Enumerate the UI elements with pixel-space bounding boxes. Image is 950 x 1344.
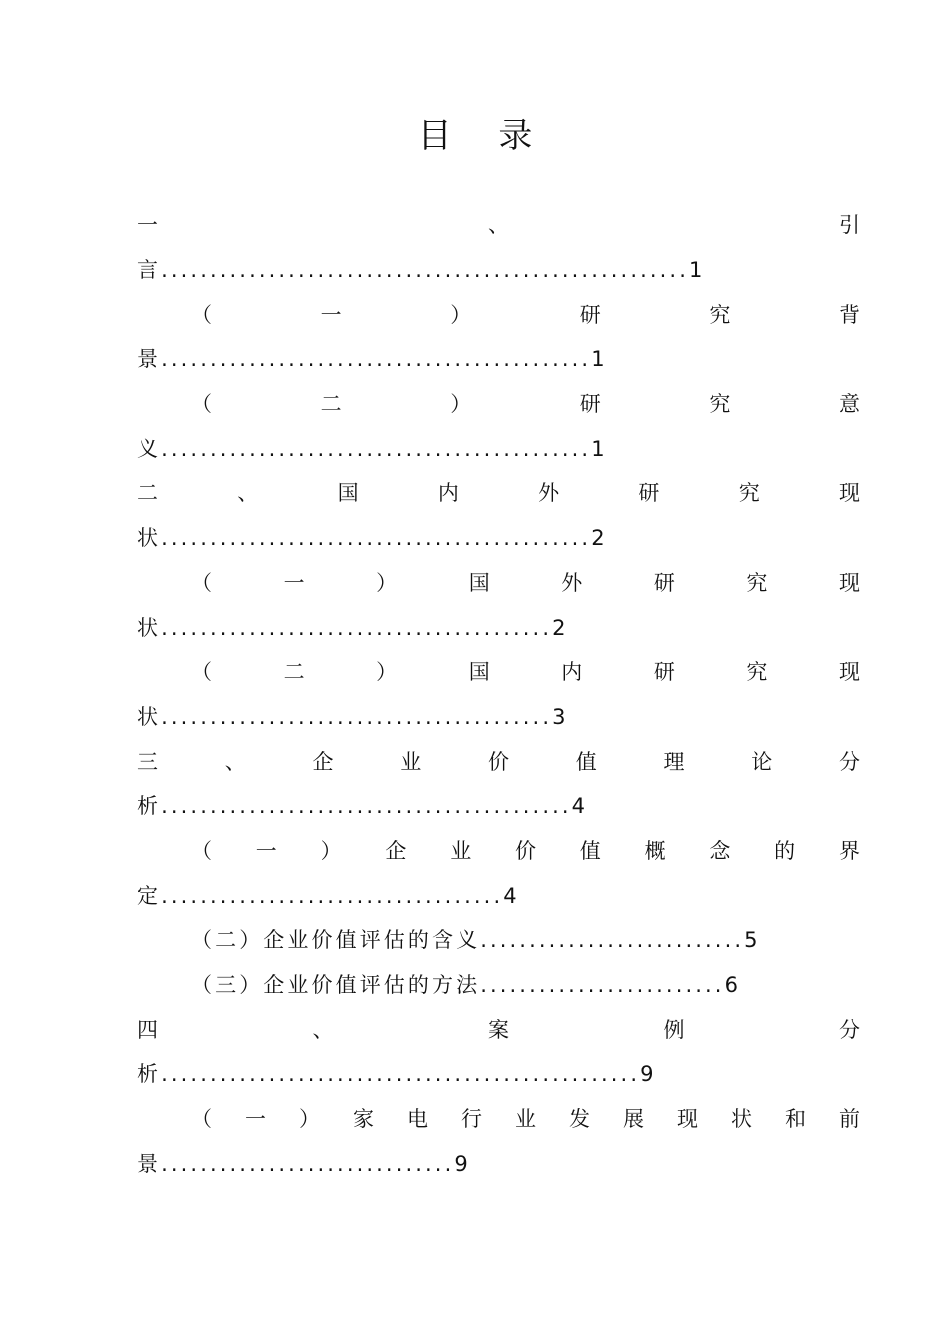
- toc-heading-char: 业: [450, 838, 472, 863]
- toc-heading-char: 究: [738, 481, 760, 506]
- toc-heading-char: 前: [839, 1107, 860, 1132]
- toc-heading-char: ）: [320, 838, 342, 863]
- toc-heading-char: 外: [538, 481, 560, 506]
- toc-entry-heading-line[interactable]: [137, 560, 860, 605]
- toc-heading-char: 究: [746, 660, 768, 685]
- toc-heading-char: 、: [237, 481, 259, 506]
- table-of-contents: [137, 202, 860, 1185]
- toc-entry-heading-line[interactable]: [137, 738, 860, 783]
- toc-heading-char: 二: [320, 392, 342, 417]
- toc-heading-char: 、: [224, 749, 246, 774]
- toc-heading-char: 论: [751, 749, 773, 774]
- toc-entry-heading-line[interactable]: [137, 649, 860, 694]
- toc-entry-text: （二）企业价值评估的含义...........................5: [191, 928, 761, 953]
- toc-entry-heading-line[interactable]: [137, 470, 860, 515]
- toc-heading-char: 一: [137, 213, 158, 238]
- toc-entry[interactable]: [137, 962, 860, 1007]
- toc-heading-char: 企: [385, 838, 407, 863]
- toc-heading-char: 意: [838, 392, 860, 417]
- toc-heading-char: 分: [839, 1017, 860, 1042]
- toc-heading-char: 研: [579, 392, 601, 417]
- toc-heading-char: 业: [400, 749, 422, 774]
- toc-heading-char: 概: [644, 838, 666, 863]
- toc-heading-char: ）: [450, 392, 472, 417]
- toc-leader-text: 言......................................................1: [137, 258, 706, 283]
- toc-heading-char: 一: [245, 1107, 266, 1132]
- toc-entry-heading-line[interactable]: [137, 202, 860, 247]
- toc-entry-leader-line[interactable]: [137, 604, 860, 649]
- toc-heading-char: 究: [709, 392, 731, 417]
- toc-leader-text: 景..............................9: [137, 1151, 471, 1176]
- toc-heading-char: 现: [838, 481, 860, 506]
- toc-heading-char: 电: [407, 1107, 428, 1132]
- toc-heading-char: 国: [468, 660, 490, 685]
- toc-heading-char: 研: [638, 481, 660, 506]
- toc-heading-char: 理: [663, 749, 685, 774]
- toc-heading-char: 发: [569, 1107, 590, 1132]
- toc-heading-char: 引: [839, 213, 860, 238]
- toc-heading-char: 值: [575, 749, 597, 774]
- toc-heading-char: （: [191, 392, 212, 417]
- toc-leader-text: 析..........................................4: [137, 794, 589, 819]
- toc-heading-char: 一: [255, 838, 277, 863]
- toc-heading-char: 价: [514, 838, 536, 863]
- toc-entry-heading-line[interactable]: [137, 1096, 860, 1141]
- toc-heading-char: ）: [450, 302, 472, 327]
- toc-entry-leader-line[interactable]: [137, 783, 860, 828]
- toc-heading-char: （: [191, 302, 212, 327]
- toc-heading-char: 国: [337, 481, 359, 506]
- toc-heading-char: 界: [838, 838, 860, 863]
- toc-heading-char: 背: [838, 302, 860, 327]
- toc-heading-char: 四: [137, 1017, 158, 1042]
- toc-leader-text: 定...................................4: [137, 883, 520, 908]
- toc-leader-text: 状........................................2: [137, 615, 569, 640]
- toc-heading-char: 、: [312, 1017, 334, 1042]
- toc-entry-leader-line[interactable]: [137, 872, 860, 917]
- toc-heading-char: 一: [320, 302, 342, 327]
- page-title: 目 录: [417, 116, 551, 156]
- toc-heading-char: 现: [838, 660, 860, 685]
- toc-heading-char: 念: [709, 838, 731, 863]
- toc-heading-char: 业: [515, 1107, 536, 1132]
- toc-entry-heading-line[interactable]: [137, 828, 860, 873]
- toc-leader-text: 状............................................2: [137, 526, 608, 551]
- toc-heading-char: （: [191, 1107, 212, 1132]
- toc-heading-char: 现: [838, 570, 860, 595]
- toc-heading-char: 行: [461, 1107, 482, 1132]
- toc-heading-char: 国: [468, 570, 490, 595]
- toc-entry-heading-line[interactable]: [137, 1006, 860, 1051]
- toc-heading-char: 究: [709, 302, 731, 327]
- toc-leader-text: 析.................................................9: [137, 1062, 657, 1087]
- toc-heading-char: 展: [623, 1107, 644, 1132]
- toc-heading-char: 例: [663, 1017, 685, 1042]
- toc-heading-char: 一: [283, 570, 305, 595]
- toc-heading-char: 、: [488, 213, 509, 238]
- toc-heading-char: 研: [653, 660, 675, 685]
- toc-entry-leader-line[interactable]: [137, 694, 860, 739]
- toc-heading-char: （: [191, 570, 212, 595]
- toc-heading-char: 研: [653, 570, 675, 595]
- toc-heading-char: 分: [839, 749, 860, 774]
- toc-heading-char: 二: [137, 481, 158, 506]
- toc-heading-char: 企: [312, 749, 334, 774]
- toc-heading-char: （: [191, 838, 212, 863]
- toc-heading-char: 价: [488, 749, 509, 774]
- toc-heading-char: 外: [561, 570, 583, 595]
- toc-entry-leader-line[interactable]: [137, 515, 860, 560]
- toc-entry-leader-line[interactable]: [137, 336, 860, 381]
- toc-entry-leader-line[interactable]: [137, 425, 860, 470]
- toc-heading-char: 家: [353, 1107, 374, 1132]
- toc-heading-char: 内: [561, 660, 583, 685]
- toc-heading-char: 和: [785, 1107, 806, 1132]
- toc-heading-char: ）: [376, 660, 398, 685]
- toc-heading-char: ）: [299, 1107, 320, 1132]
- toc-leader-text: 义............................................1: [137, 436, 608, 461]
- toc-entry-leader-line[interactable]: [137, 1140, 860, 1185]
- toc-leader-text: 状........................................3: [137, 704, 569, 729]
- toc-heading-char: 内: [437, 481, 459, 506]
- toc-leader-text: 景............................................1: [137, 347, 608, 372]
- toc-heading-char: 案: [488, 1017, 509, 1042]
- toc-entry-leader-line[interactable]: [137, 247, 860, 292]
- toc-heading-char: 三: [137, 749, 158, 774]
- toc-heading-char: 状: [731, 1107, 752, 1132]
- toc-heading-char: 现: [677, 1107, 698, 1132]
- toc-entry-heading-line[interactable]: [137, 291, 860, 336]
- toc-heading-char: 值: [579, 838, 601, 863]
- toc-heading-char: 的: [774, 838, 796, 863]
- toc-heading-char: ）: [376, 570, 398, 595]
- toc-heading-char: 二: [283, 660, 305, 685]
- toc-entry-text: （三）企业价值评估的方法.........................6: [191, 973, 742, 998]
- toc-heading-char: （: [191, 660, 212, 685]
- toc-entry[interactable]: [137, 917, 860, 962]
- toc-entry-leader-line[interactable]: [137, 1051, 860, 1096]
- toc-heading-char: 究: [746, 570, 768, 595]
- toc-entry-heading-line[interactable]: [137, 381, 860, 426]
- toc-heading-char: 研: [579, 302, 601, 327]
